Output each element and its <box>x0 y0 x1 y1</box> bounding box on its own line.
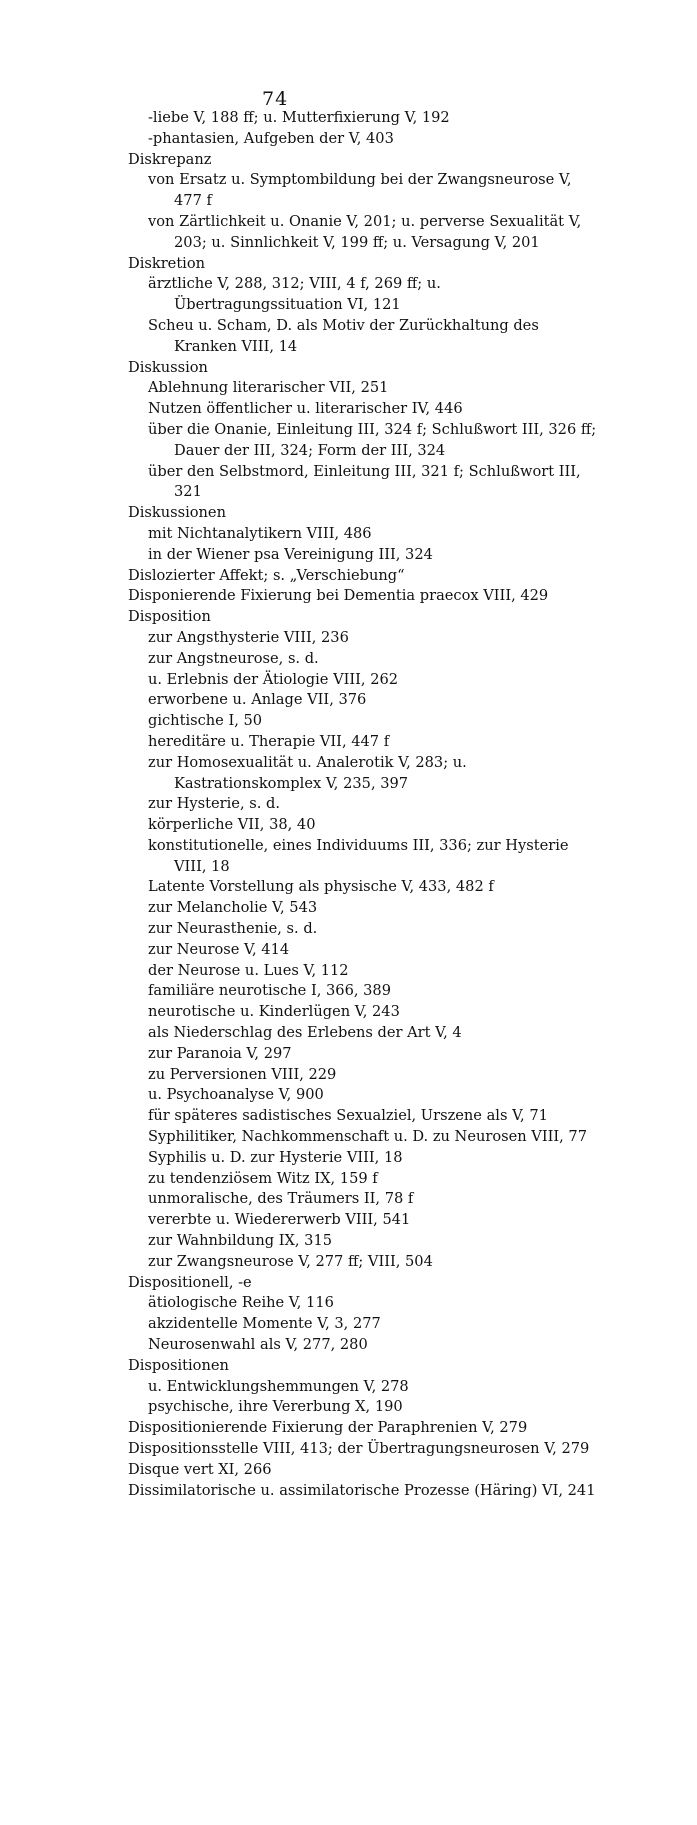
index-subentry: zu Perversionen VIII, 229 <box>148 1065 337 1083</box>
index-heading: Disponierende Fixierung bei Dementia praecox VIII, 429 <box>128 587 549 605</box>
index-subentry: von Ersatz u. Symptombildung bei der Zwangsneurose V, 477 f <box>148 171 572 210</box>
index-heading: Dispositionierende Fixierung der Paraphrenien V, 279 <box>128 1419 528 1437</box>
index-subentry: ätiologische Reihe V, 116 <box>148 1294 334 1312</box>
index-subentry: u. Psychoanalyse V, 900 <box>148 1086 324 1104</box>
index-subentry: vererbte u. Wiedererwerb VIII, 541 <box>148 1211 411 1229</box>
index-subentry: Scheu u. Scham, D. als Motiv der Zurückhaltung des Kranken VIII, 14 <box>148 316 539 355</box>
index-subentry: zur Neurasthenie, s. d. <box>148 920 318 938</box>
index-subentry: über die Onanie, Einleitung III, 324 f; Schlußwort III, 326 ff; Dauer der III, 324; Form der III, 324 <box>148 420 597 459</box>
index-subentry: zu tendenziösem Witz IX, 159 f <box>148 1169 378 1187</box>
index-heading: Disposition <box>128 608 211 626</box>
index-subentry: zur Angsthysterie VIII, 236 <box>148 628 349 646</box>
index-subentry: der Neurose u. Lues V, 112 <box>148 961 349 979</box>
index-subentry: körperliche VII, 38, 40 <box>148 816 316 834</box>
index-subentry: erworbene u. Anlage VII, 376 <box>148 691 367 709</box>
index-heading: Diskussionen <box>128 504 226 522</box>
index-subentry: -phantasien, Aufgeben der V, 403 <box>148 129 394 147</box>
index-subentry: mit Nichtanalytikern VIII, 486 <box>148 524 372 542</box>
index-subentry: unmoralische, des Träumers II, 78 f <box>148 1190 414 1208</box>
index-heading: Disque vert XI, 266 <box>128 1460 272 1478</box>
index-subentry: gichtische I, 50 <box>148 712 263 730</box>
index-subentry: -liebe V, 188 ff; u. Mutterfixierung V, 192 <box>148 109 450 126</box>
index-subentry: familiäre neurotische I, 366, 389 <box>148 982 391 1000</box>
index-subentry: Syphilitiker, Nachkommenschaft u. D. zu Neurosen VIII, 77 <box>148 1128 587 1146</box>
index-subentry: von Zärtlichkeit u. Onanie V, 201; u. perverse Sexualität V, 203; u. Sinnlichkeit V, 199 ff; u. Versagung V, 201 <box>148 212 582 251</box>
index-subentry: zur Angstneurose, s. d. <box>148 649 319 667</box>
index-subentry: zur Melancholie V, 543 <box>148 899 318 917</box>
index-subentry: zur Zwangsneurose V, 277 ff; VIII, 504 <box>148 1252 433 1270</box>
index-subentry: hereditäre u. Therapie VII, 447 f <box>148 732 390 750</box>
index-subentry: ärztliche V, 288, 312; VIII, 4 f, 269 ff; u. Übertragungssituation VI, 121 <box>148 275 441 314</box>
index-subentry: zur Paranoia V, 297 <box>148 1044 292 1062</box>
index-subentry: für späteres sadistisches Sexualziel, Urszene als V, 71 <box>148 1107 548 1125</box>
index-subentry: u. Erlebnis der Ätiologie VIII, 262 <box>148 670 399 688</box>
index-subentry: zur Hysterie, s. d. <box>148 795 280 813</box>
index-subentry: Nutzen öffentlicher u. literarischer IV, 446 <box>148 400 463 418</box>
index-heading: Diskrepanz <box>128 150 212 168</box>
index-heading: Dissimilatorische u. assimilatorische Prozesse (Häring) VI, 241 <box>128 1481 596 1499</box>
index-heading: Diskretion <box>128 254 206 272</box>
index-subentry: zur Wahnbildung IX, 315 <box>148 1232 333 1250</box>
index-heading: Dislozierter Affekt; s. „Verschiebung“ <box>128 566 405 584</box>
index-subentry: als Niederschlag des Erlebens der Art V, 4 <box>148 1024 462 1042</box>
index-subentry: über den Selbstmord, Einleitung III, 321 f; Schlußwort III, 321 <box>148 462 581 501</box>
index-subentry: akzidentelle Momente V, 3, 277 <box>148 1315 381 1333</box>
index-heading: Dispositionen <box>128 1356 229 1374</box>
index-subentry: psychische, ihre Vererbung X, 190 <box>148 1398 403 1416</box>
index-heading: Dispositionell, -e <box>128 1273 252 1291</box>
index-subentry: konstitutionelle, eines Individuums III, 336; zur Hysterie VIII, 18 <box>148 836 569 875</box>
index-subentry: u. Entwicklungshemmungen V, 278 <box>148 1377 409 1395</box>
index-subentry: Syphilis u. D. zur Hysterie VIII, 18 <box>148 1148 403 1166</box>
index-column <box>128 108 598 1501</box>
index-subentry: neurotische u. Kinderlügen V, 243 <box>148 1003 400 1021</box>
index-heading: Diskussion <box>128 358 208 376</box>
index-subentry: zur Homosexualität u. Analerotik V, 283; u. Kastrationskomplex V, 235, 397 <box>148 753 467 792</box>
page-number: 74 <box>262 88 289 110</box>
index-subentry: zur Neurose V, 414 <box>148 940 290 958</box>
index-subentry: Latente Vorstellung als physische V, 433, 482 f <box>148 878 494 896</box>
index-subentry: in der Wiener psa Vereinigung III, 324 <box>148 545 433 563</box>
index-heading: Dispositionsstelle VIII, 413; der Übertragungsneurosen V, 279 <box>128 1440 590 1457</box>
index-subentry: Ablehnung literarischer VII, 251 <box>148 379 389 397</box>
index-subentry: Neurosenwahl als V, 277, 280 <box>148 1336 368 1354</box>
